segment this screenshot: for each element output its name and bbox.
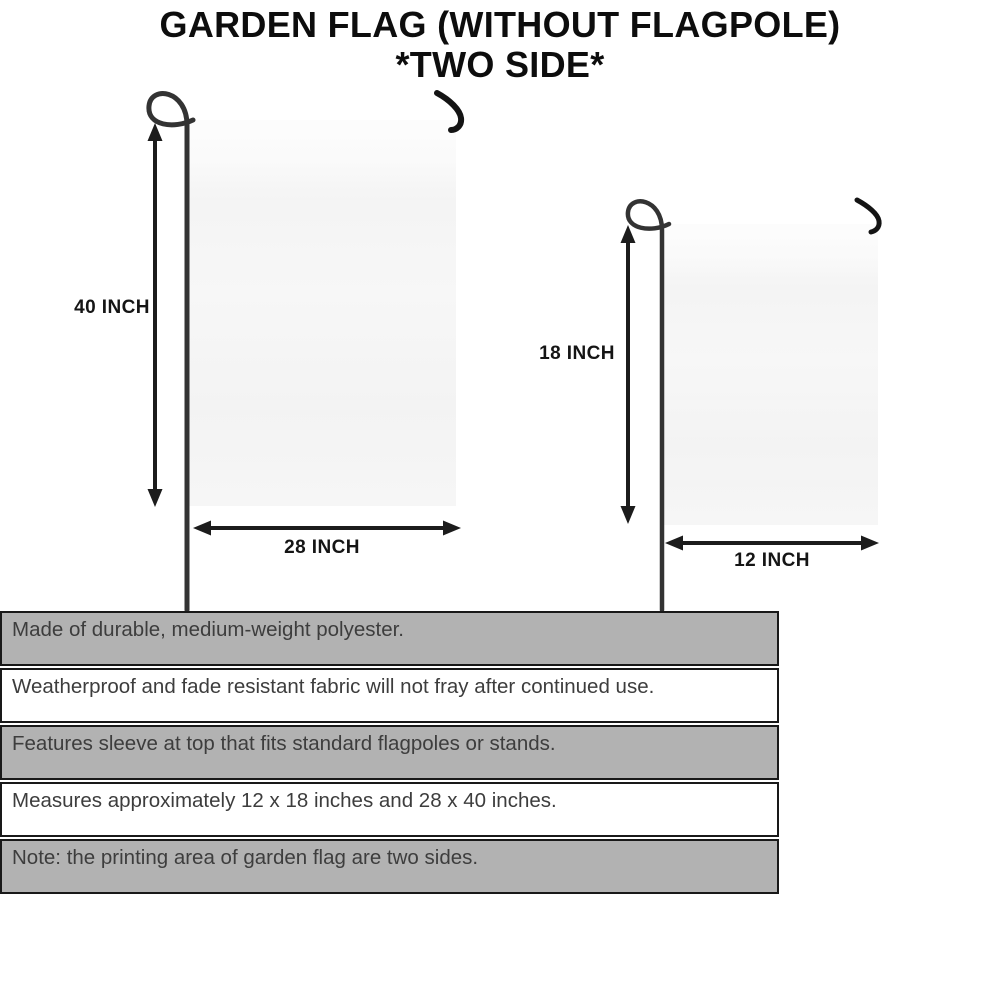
feature-list bbox=[0, 611, 779, 896]
small-hanger-hook-icon bbox=[857, 200, 879, 232]
feature-text: Weatherproof and fade resistant fabric will not fray after continued use. bbox=[12, 675, 655, 698]
feature-row-measures bbox=[0, 782, 779, 837]
large-flag-height-label: 40 INCH bbox=[74, 297, 150, 318]
large-hanger-hook-icon bbox=[437, 93, 461, 130]
feature-row-note bbox=[0, 839, 779, 894]
feature-text: Measures approximately 12 x 18 inches and 28 x 40 inches. bbox=[12, 789, 557, 812]
small-flag-width-label: 12 INCH bbox=[734, 550, 810, 571]
small-width-arrow-icon bbox=[665, 536, 879, 551]
feature-text: Note: the printing area of garden flag are two sides. bbox=[12, 846, 479, 869]
feature-row-weatherproof bbox=[0, 668, 779, 723]
title-line-1: GARDEN FLAG (WITHOUT FLAGPOLE) bbox=[159, 4, 841, 45]
large-width-arrow-icon bbox=[193, 521, 461, 536]
feature-row-material bbox=[0, 611, 779, 666]
feature-text: Made of durable, medium-weight polyester. bbox=[12, 618, 404, 641]
small-height-arrow-icon bbox=[621, 225, 636, 524]
small-flagpole-icon bbox=[628, 201, 669, 610]
large-flag-width-label: 28 INCH bbox=[284, 537, 360, 558]
feature-text: Features sleeve at top that fits standard flagpoles or stands. bbox=[12, 732, 556, 755]
feature-row-sleeve bbox=[0, 725, 779, 780]
title-line-2: *TWO SIDE* bbox=[395, 44, 605, 85]
small-flag-height-label: 18 INCH bbox=[539, 343, 615, 364]
